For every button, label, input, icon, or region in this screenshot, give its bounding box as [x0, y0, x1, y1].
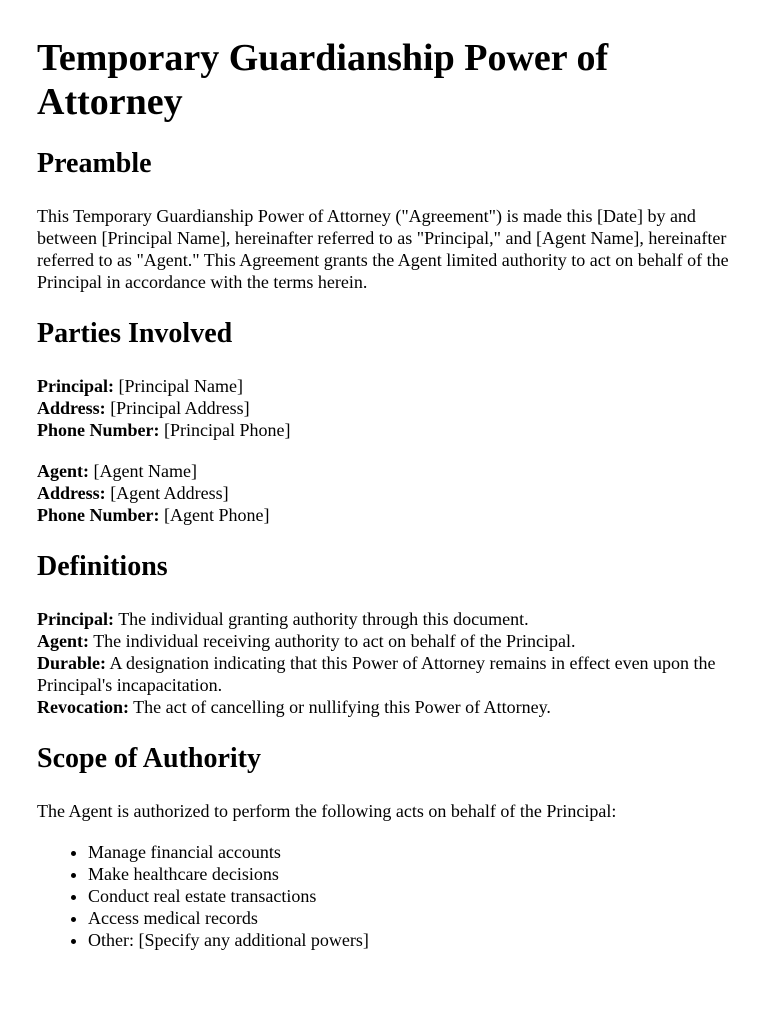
agent-name-line [37, 460, 734, 482]
field-value: [Agent Phone] [164, 505, 270, 525]
field-label: Phone Number: [37, 505, 160, 525]
definitions-section [37, 551, 734, 718]
preamble-text: This Temporary Guardianship Power of Attorney ("Agreement") is made this [Date] by and between [Principal Name], hereinafter referred to as "Principal," and [Agent Name], hereinafter referred to as "Agent." This Agreement grants the Agent limited authority to act on behalf of the Principal in accordance with the terms herein. [37, 206, 729, 292]
authority-list [37, 841, 734, 951]
definitions-list [37, 608, 734, 718]
field-value: [Principal Phone] [164, 420, 291, 440]
definition-item [37, 652, 734, 696]
definitions-heading: Definitions [37, 551, 168, 582]
field-value: [Agent Name] [93, 461, 197, 481]
principal-name-line [37, 375, 734, 397]
definition-text: The act of cancelling or nullifying this Power of Attorney. [133, 697, 551, 717]
principal-address-line [37, 397, 734, 419]
field-label: Agent: [37, 461, 89, 481]
definition-term: Agent: [37, 631, 89, 651]
list-item: • Other: [Specify any additional powers] [88, 929, 734, 951]
list-item: • Make healthcare decisions [88, 863, 734, 885]
field-value: [Principal Address] [110, 398, 250, 418]
field-label: Address: [37, 483, 106, 503]
parties-heading: Parties Involved [37, 318, 233, 349]
agent-details [37, 460, 734, 526]
definition-item [37, 630, 734, 652]
scope-intro: The Agent is authorized to perform the following acts on behalf of the Principal: [37, 801, 617, 821]
definition-text: A designation indicating that this Power of Attorney remains in effect even upon the Principal's incapacitation. [37, 653, 716, 695]
field-label: Principal: [37, 376, 114, 396]
scope-heading: Scope of Authority [37, 743, 261, 774]
preamble-heading: Preamble [37, 148, 152, 179]
list-item: • Conduct real estate transactions [88, 885, 734, 907]
definition-item [37, 696, 734, 718]
agent-address-line [37, 482, 734, 504]
definition-term: Revocation: [37, 697, 129, 717]
field-label: Phone Number: [37, 420, 160, 440]
definition-item [37, 608, 734, 630]
definition-text: The individual granting authority through this document. [118, 609, 529, 629]
definition-text: The individual receiving authority to act on behalf of the Principal. [93, 631, 576, 651]
principal-details [37, 375, 734, 441]
parties-section [37, 318, 734, 526]
list-item: • Access medical records [88, 907, 734, 929]
preamble-section [37, 148, 734, 293]
scope-section [37, 743, 734, 951]
agent-phone-line [37, 504, 734, 526]
definition-term: Durable: [37, 653, 106, 673]
document-title: Temporary Guardianship Power of Attorney [37, 37, 609, 123]
field-value: [Agent Address] [110, 483, 229, 503]
principal-phone-line [37, 419, 734, 441]
list-item: • Manage financial accounts [88, 841, 734, 863]
field-label: Address: [37, 398, 106, 418]
field-value: [Principal Name] [118, 376, 243, 396]
definition-term: Principal: [37, 609, 114, 629]
